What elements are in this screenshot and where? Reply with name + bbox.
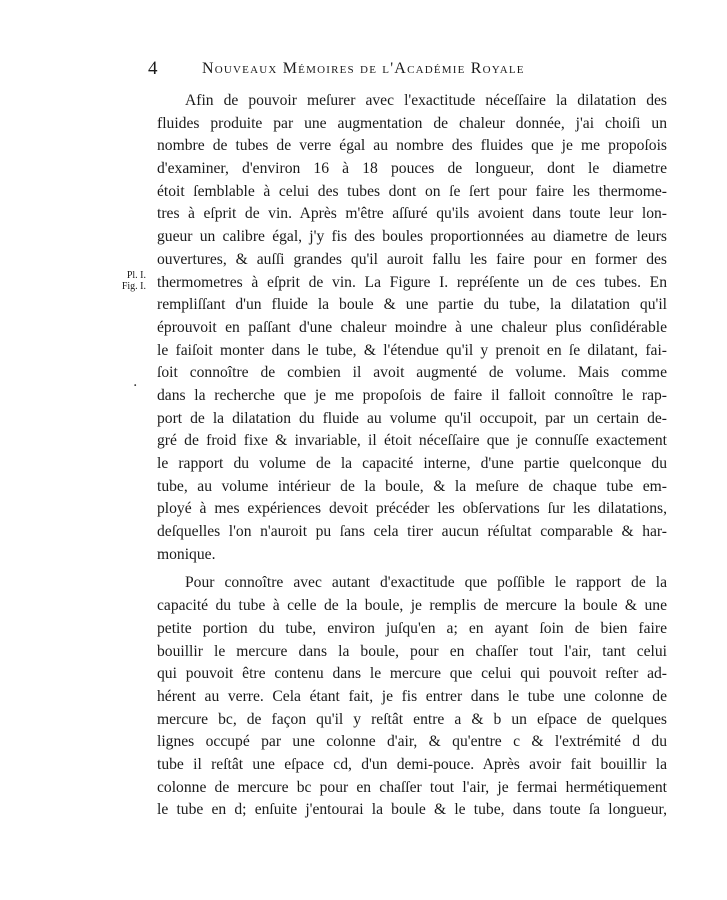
margin-note-figure: Fig. I.: [121, 281, 146, 292]
text-line: tube, au volume intérieur de la boule, & la meſure de chaque tube em-: [157, 477, 667, 495]
text-line: thermometres à eſprit de vin. La Figure I. repréſente un de ces tubes. En: [157, 273, 667, 291]
text-line: le faiſoit monter dans le tube, & l'étendue qu'il y prenoit en ſe dilatant, fai-: [157, 341, 667, 359]
text-line: tres à eſprit de vin. Après m'être aſſuré qu'ils avoient dans toute leur lon-: [157, 205, 667, 223]
margin-note-plate: Pl. I.: [126, 270, 146, 281]
text-line: deſquelles l'on n'auroit pu ſans cela tirer aucun réſultat comparable & har-: [157, 523, 667, 541]
text-line: le rapport du volume de la capacité interne, d'une partie quelconque du: [157, 455, 667, 472]
text-line: lignes occupé par une colonne d'air, & qu'entre c & l'extrémité d du: [157, 733, 667, 751]
text-line: ſoit connoître de combien il avoit augmenté de volume. Mais comme: [157, 364, 667, 382]
text-line: rempliſſant d'un fluide la boule & une partie du tube, la dilatation qu'il: [157, 296, 667, 314]
text-line: colonne de mercure bc pour en chaſſer tout l'air, je fermai hermétiquement: [157, 778, 667, 796]
body-text: [157, 90, 667, 822]
text-line: nombre de tubes de verre égal au nombre des fluides que je me propoſois: [157, 137, 667, 155]
margin-note-figure-reference: [112, 270, 146, 292]
text-line: d'examiner, d'environ 16 à 18 pouces de longueur, dont le diametre: [157, 160, 667, 178]
text-line: gré de froid fixe & invariable, il étoit néceſſaire que je connuſſe exactement: [157, 432, 667, 450]
text-line: fluides produite par une augmentation de chaleur donnée, j'ai choiſi un: [157, 114, 667, 132]
running-title: Nouveaux Mémoires de l'Académie Royale: [202, 60, 525, 77]
text-line: tube il reſtât une eſpace cd, d'un demi-pouce. Après avoir fait bouillir la: [157, 755, 667, 773]
text-line: ouvertures, & auſſi grandes qu'il auroit fallu les faire pour en former des: [157, 250, 667, 268]
text-line: petite portion du tube, environ juſqu'en a; en ayant ſoin de bien faire: [157, 619, 667, 637]
text-line: gueur un calibre égal, j'y fis des boules proportionnées au diametre de leurs: [157, 228, 667, 246]
text-line: qui pouvoit être contenu dans le mercure que celui qui pouvoit reſter ad-: [157, 665, 667, 683]
text-line: le tube en d; enſuite j'entourai la boule & le tube, dans toute ſa longueur,: [157, 801, 667, 819]
page-number: 4: [148, 58, 158, 79]
margin-mark: ·: [133, 378, 138, 394]
text-line: mercure bc, de façon qu'il y reſtât entre a & b un eſpace de quelques: [157, 710, 667, 728]
text-line: port de la dilatation du fluide au volume qu'il occupoit, par un certain de-: [157, 409, 667, 427]
text-line: bouillir le mercure dans la boule, pour en chaſſer tout l'air, tant celui: [157, 642, 667, 660]
text-line: éprouvoit en paſſant d'une chaleur moindre à une chaleur plus conſidérable: [157, 318, 667, 336]
text-line: Pour connoître avec autant d'exactitude que poſſible le rapport de la: [185, 574, 667, 592]
text-line: monique.: [157, 545, 216, 563]
text-line: dans la recherche que je me propoſois de faire il falloit connoître le rap-: [157, 386, 667, 404]
text-line: capacité du tube à celle de la boule, je remplis de mercure la boule & une: [157, 597, 667, 615]
text-line: étoit ſemblable à celui des tubes dont on ſe ſert pour faire les thermome-: [157, 182, 667, 200]
page-header: [148, 58, 618, 80]
text-line: ployé à mes expériences devoit précéder les obſervations ſur les dilatations,: [157, 500, 667, 518]
text-line: Afin de pouvoir meſurer avec l'exactitude néceſſaire la dilatation des: [185, 92, 667, 109]
text-line: hérent au verre. Cela étant fait, je fis entrer dans le tube une colonne de: [157, 687, 667, 705]
